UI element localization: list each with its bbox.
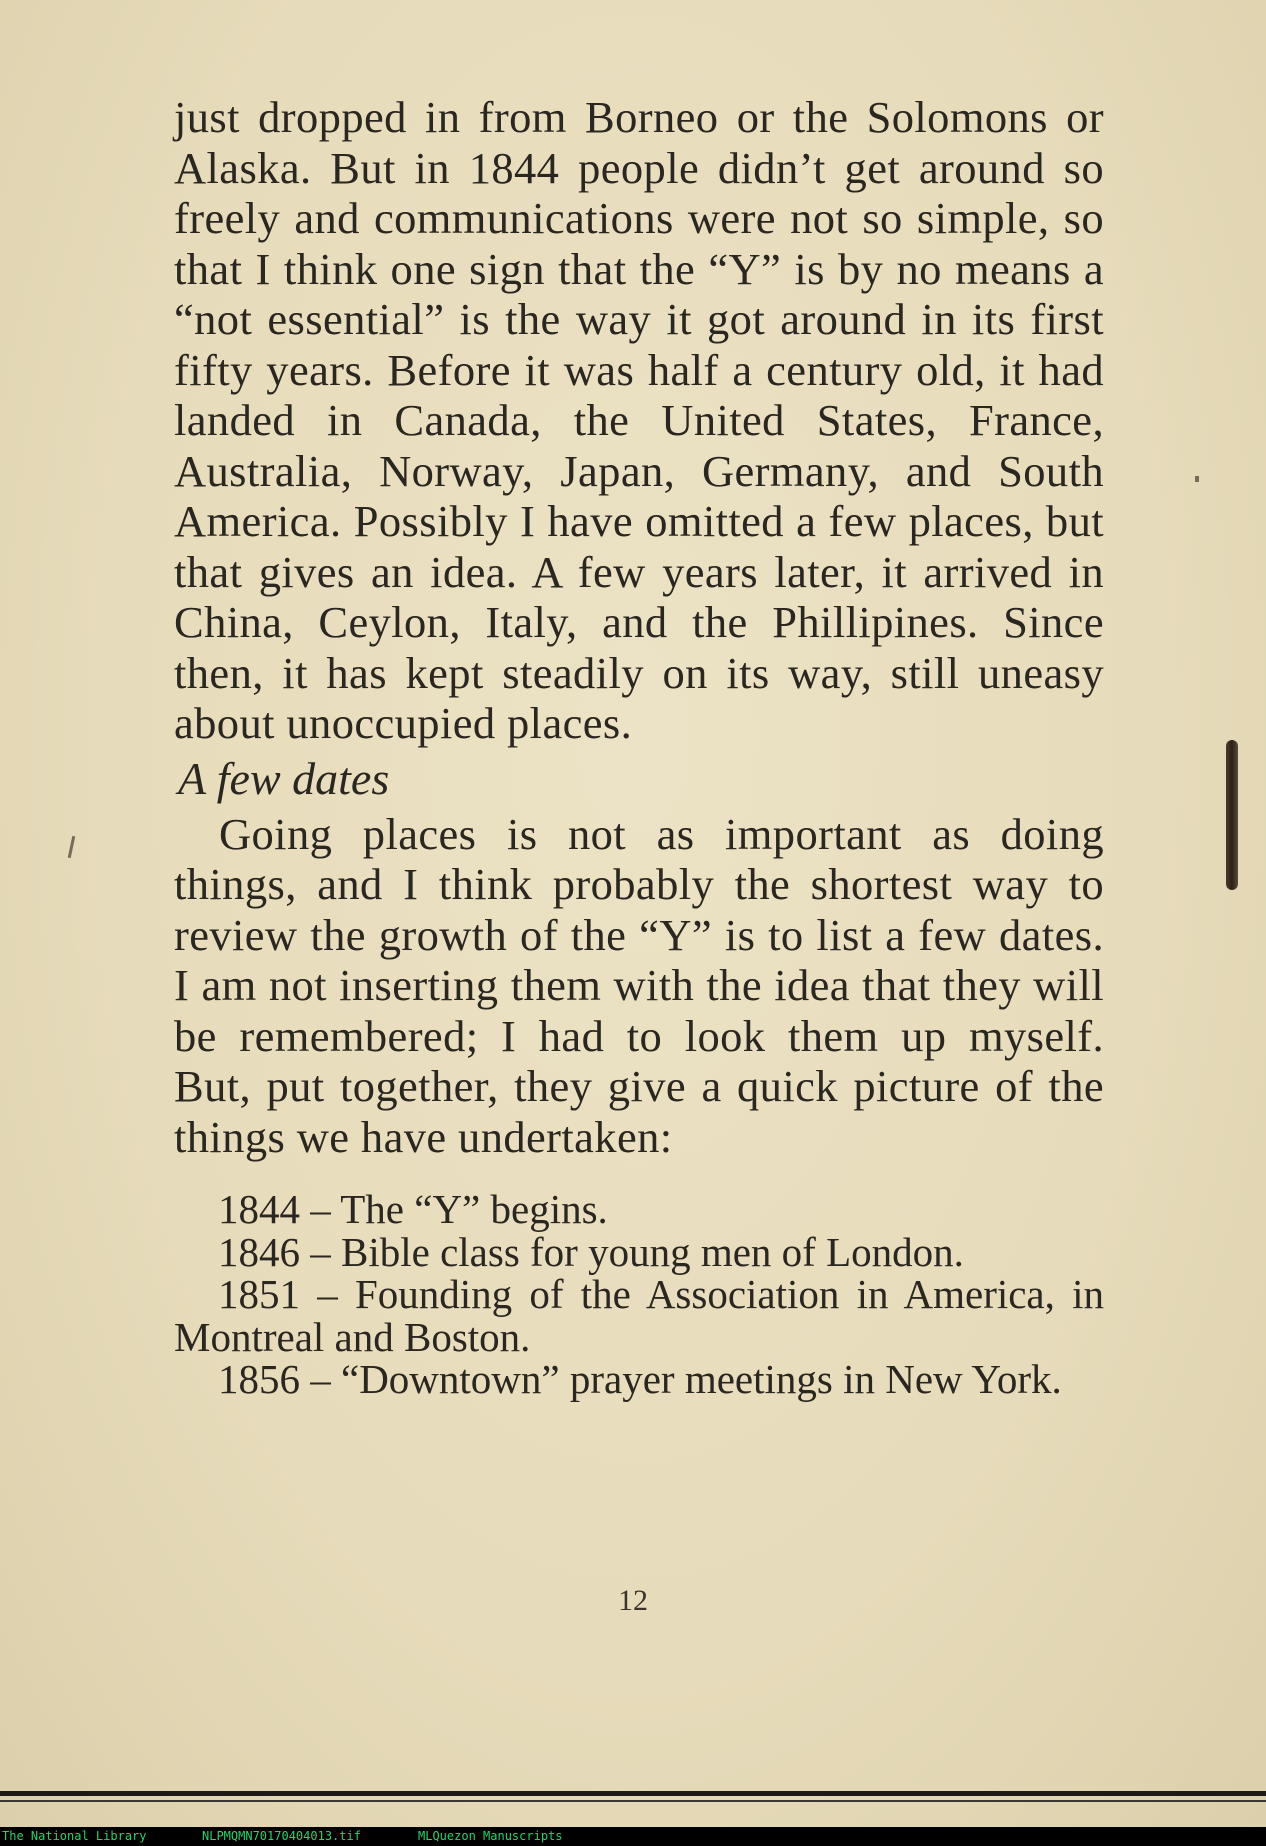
archive-footer-bar xyxy=(0,1827,1266,1846)
body-paragraph-2: Going places is not as important as doing things, and I think probably the shortest way to review the growth of the “Y” is to list a few dates. I am not inserting them with the idea that they will be remembered; I had to look them up myself. But, put together, they give a quick picture of the things we have undertaken: xyxy=(174,808,1104,1162)
date-item: 1851 – Founding of the Association in America, in Montreal and Boston. xyxy=(174,1271,1104,1360)
footer-collection: MLQuezon Manuscripts xyxy=(418,1829,563,1843)
bottom-rule xyxy=(0,1791,1266,1796)
page-content xyxy=(174,92,1104,1401)
date-item: 1856 – “Downtown” prayer meetings in New York. xyxy=(218,1356,1062,1402)
bottom-rule-thin xyxy=(0,1800,1266,1802)
speck-mark xyxy=(68,836,76,858)
dates-list xyxy=(174,1188,1104,1401)
section-heading: A few dates xyxy=(178,752,390,804)
footer-file: NLPMQMN70170404013.tif xyxy=(202,1829,361,1843)
date-item: 1844 – The “Y” begins. xyxy=(218,1186,608,1232)
footer-library: The National Library xyxy=(2,1829,147,1843)
staple-mark xyxy=(1226,740,1238,890)
page-number: 12 xyxy=(618,1584,648,1617)
speck-mark xyxy=(1195,476,1199,482)
date-item: 1846 – Bible class for young men of London. xyxy=(218,1228,964,1275)
body-paragraph-1: just dropped in from Borneo or the Solomons or Alaska. But in 1844 people didn’t get around so freely and communications were not so simple, so that I think one sign that the “Y” is by no means a “not essential” is the way it got around in its first fifty years. Before it was half a century old, it had landed in Canada, the United States, France, Australia, Norway, Japan, Germany, and South America. Possibly I have omitted a few places, but that gives an idea. A few years later, it arrived in China, Ceylon, Italy, and the Phillipines. Since then, it has kept steadily on its way, still uneasy about unoccupied places. xyxy=(174,92,1104,748)
